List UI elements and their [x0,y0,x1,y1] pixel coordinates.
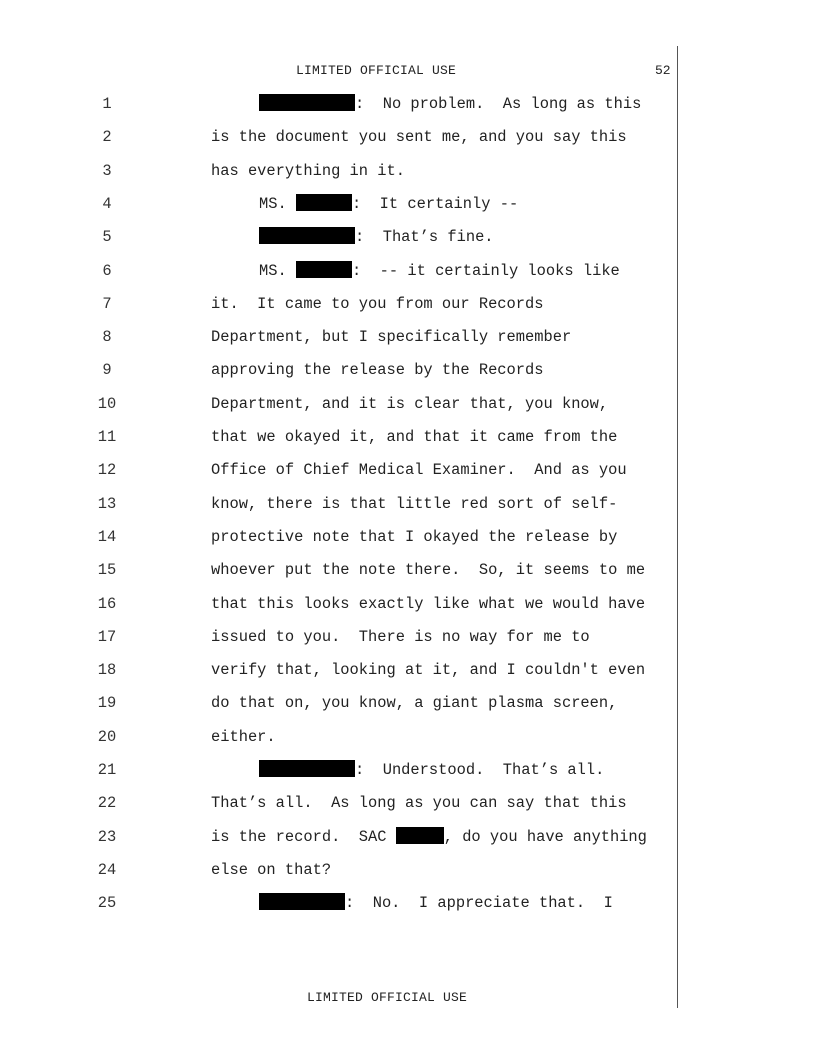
line-text [259,261,620,281]
redaction-block [296,261,352,278]
transcript-line [0,594,680,614]
text-segment: Department, and it is clear that, you know, [211,394,609,413]
text-segment: MS. [259,194,296,213]
line-number: 11 [97,428,117,446]
text-segment: whoever put the note there. So, it seems to me [211,561,646,580]
text-segment: know, there is that little red sort of self- [211,494,618,513]
transcript-line [0,194,680,214]
line-number: 18 [97,661,117,680]
line-text [211,693,617,713]
text-segment: approving the release by the Records [211,361,544,380]
text-segment: Office of Chief Medical Examiner. And as you [211,461,627,480]
line-text [211,860,331,880]
text-segment: it. It came to you from our Records [211,294,544,313]
text-segment: : That’s fine. [355,228,494,247]
text-segment: verify that, looking at it, and I couldn't even [211,661,646,680]
line-number: 22 [97,794,117,813]
redaction-block [396,827,444,844]
line-text [211,161,405,181]
line-text [211,793,627,813]
line-number: 20 [97,727,117,746]
line-text [259,94,641,114]
redaction-block [259,760,355,777]
text-segment: issued to you. There is no way for me to [211,627,590,646]
line-text [211,560,645,580]
line-text [211,627,590,647]
line-number: 24 [97,860,117,879]
transcript-line [0,727,680,747]
line-number: 7 [102,294,112,313]
transcript-line [0,261,680,281]
page-header: LIMITED OFFICIAL USE [295,63,457,78]
line-text [211,527,617,547]
transcript-line [0,327,680,347]
text-segment: has everything in it. [211,161,405,180]
text-segment: , do you have anything [443,827,647,846]
transcript-line [0,161,680,181]
line-text [211,727,276,747]
line-number: 15 [97,561,117,580]
line-text [211,427,617,447]
transcript-line [0,294,680,314]
line-text [211,360,544,380]
text-segment: : It certainly -- [351,194,519,213]
line-text [211,294,544,314]
line-text [211,594,645,614]
line-number: 14 [97,527,117,546]
transcript-line [0,693,680,713]
line-text [259,227,494,247]
line-number: 2 [102,128,112,147]
transcript-line [0,560,680,580]
transcript-line [0,793,680,813]
line-text [211,460,627,480]
text-segment: protective note that I okayed the release by [211,527,618,546]
line-number: 23 [97,827,117,846]
transcript-line [0,427,680,447]
text-segment: that we okayed it, and that it came from the [211,428,618,446]
line-text [259,760,604,780]
transcript-line [0,360,680,380]
line-number: 12 [97,461,117,480]
text-segment: : No problem. As long as this [355,95,642,113]
line-text [211,394,608,414]
transcript-line [0,527,680,547]
text-segment: is the record. SAC [211,827,396,846]
line-number: 1 [102,95,112,113]
line-number: 10 [97,394,117,413]
redaction-block [259,227,355,244]
transcript-line [0,860,680,880]
line-text [211,494,617,514]
transcript-line [0,127,680,147]
text-segment: is the document you sent me, and you say this [211,128,627,147]
page-number: 52 [655,63,671,78]
text-segment: : -- it certainly looks like [351,261,620,280]
line-text [211,127,627,147]
transcript-line [0,660,680,680]
transcript-line [0,494,680,514]
line-number: 6 [102,261,112,280]
transcript-line [0,460,680,480]
text-segment: either. [211,727,276,746]
line-text [211,827,647,847]
line-number: 19 [97,694,117,713]
line-number: 8 [102,328,112,347]
transcript-line [0,227,680,247]
text-segment: else on that? [211,860,332,879]
line-number: 17 [97,627,117,646]
line-text [211,660,645,680]
line-text [211,327,571,347]
line-text [259,194,518,214]
text-segment: that this looks exactly like what we would have [211,594,646,613]
redaction-block [259,94,355,111]
line-number: 4 [102,194,112,213]
transcript-line [0,760,680,780]
redaction-block [296,194,352,211]
transcript-line [0,827,680,847]
transcript-line [0,627,680,647]
line-text [259,893,613,913]
line-number: 3 [102,161,112,180]
line-number: 25 [97,894,117,913]
page-footer: LIMITED OFFICIAL USE [306,990,468,1005]
transcript-line [0,893,680,913]
text-segment: : Understood. That’s all. [355,761,605,779]
text-segment: MS. [259,261,296,280]
text-segment: do that on, you know, a giant plasma screen, [211,694,618,713]
text-segment: Department, but I specifically remember [211,328,572,347]
redaction-block [259,893,345,910]
line-number: 16 [97,594,117,613]
line-number: 21 [97,761,117,779]
text-segment: That’s all. As long as you can say that this [211,794,627,813]
line-number: 13 [97,494,117,513]
text-segment: : No. I appreciate that. I [345,894,613,913]
transcript-line [0,394,680,414]
line-number: 9 [102,361,112,380]
transcript-line [0,94,680,114]
line-number: 5 [102,228,112,247]
